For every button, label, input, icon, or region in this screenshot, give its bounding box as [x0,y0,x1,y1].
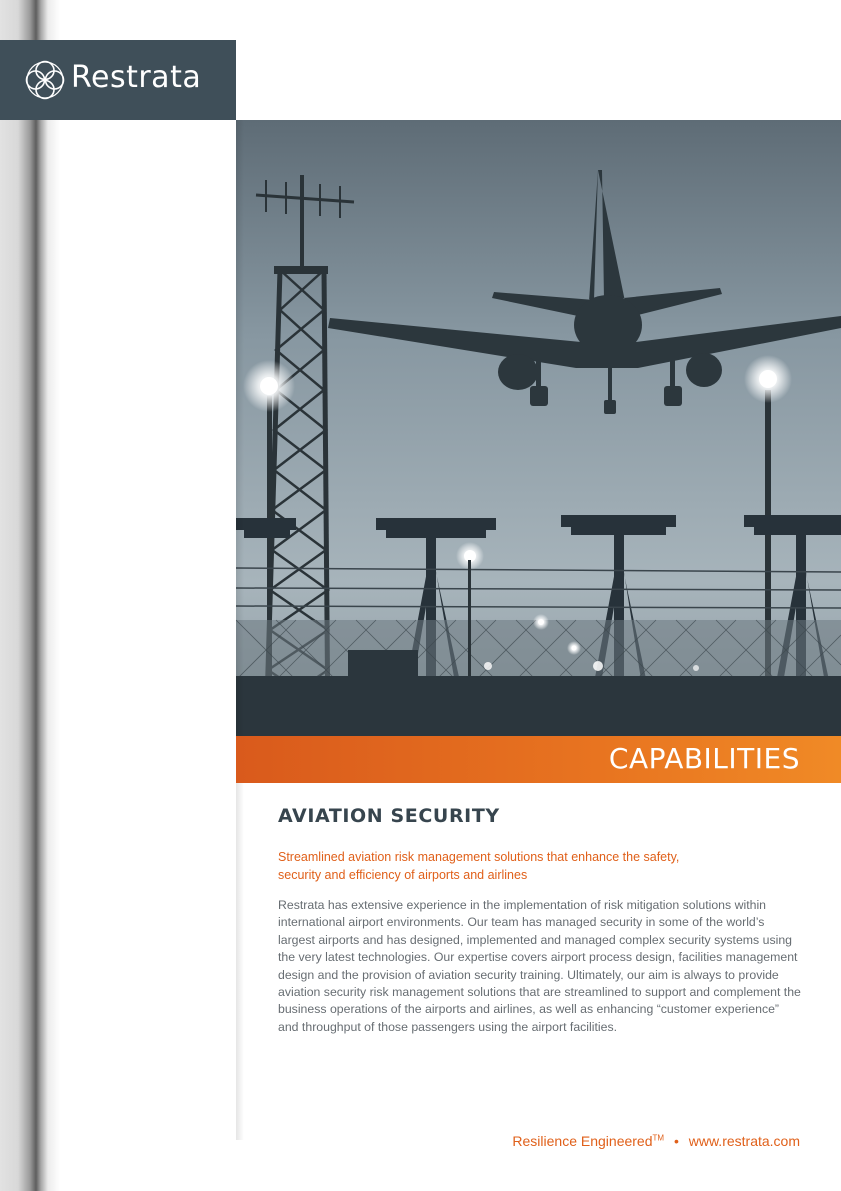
restrata-logo-icon [22,57,68,103]
trademark-mark: TM [652,1133,665,1143]
section-body: Restrata has extensive experience in the implementation of risk mitigation solutions within international airport environments. Our team has managed security in some of the world’s largest airports and has designed, implemented and managed complex security systems using the very latest technologies. Our expertise covers airport process design, facilities management design and the provision of aviation security training. Ultimately, our aim is always to provide aviation security risk management solutions that are streamlined to support and complement the business operations of the airports and airlines, as well as enhancing “customer experience” and throughput of those passengers using the airport facilities. [278,898,801,1034]
capabilities-banner [236,736,841,783]
section-subtitle [278,848,798,884]
page-binding-shadow [0,0,60,1191]
brand-name: Restrata [71,60,202,95]
subtitle-line-1: Streamlined aviation risk management solutions that enhance the safety, [278,850,680,864]
footer-separator: • [673,1133,679,1149]
subtitle-line-2: security and efficiency of airports and airlines [278,868,528,882]
website-link[interactable]: www.restrata.com [688,1133,800,1149]
hero-image [236,120,841,736]
banner-label: CAPABILITIES [608,742,800,775]
logo-header [0,40,236,120]
footer [512,1133,800,1149]
footer-tagline: Resilience Engineered [512,1133,653,1149]
section-title: AVIATION SECURITY [278,805,500,827]
page-edge-shadow [236,120,244,1140]
airplane-landing-photo [236,120,841,736]
